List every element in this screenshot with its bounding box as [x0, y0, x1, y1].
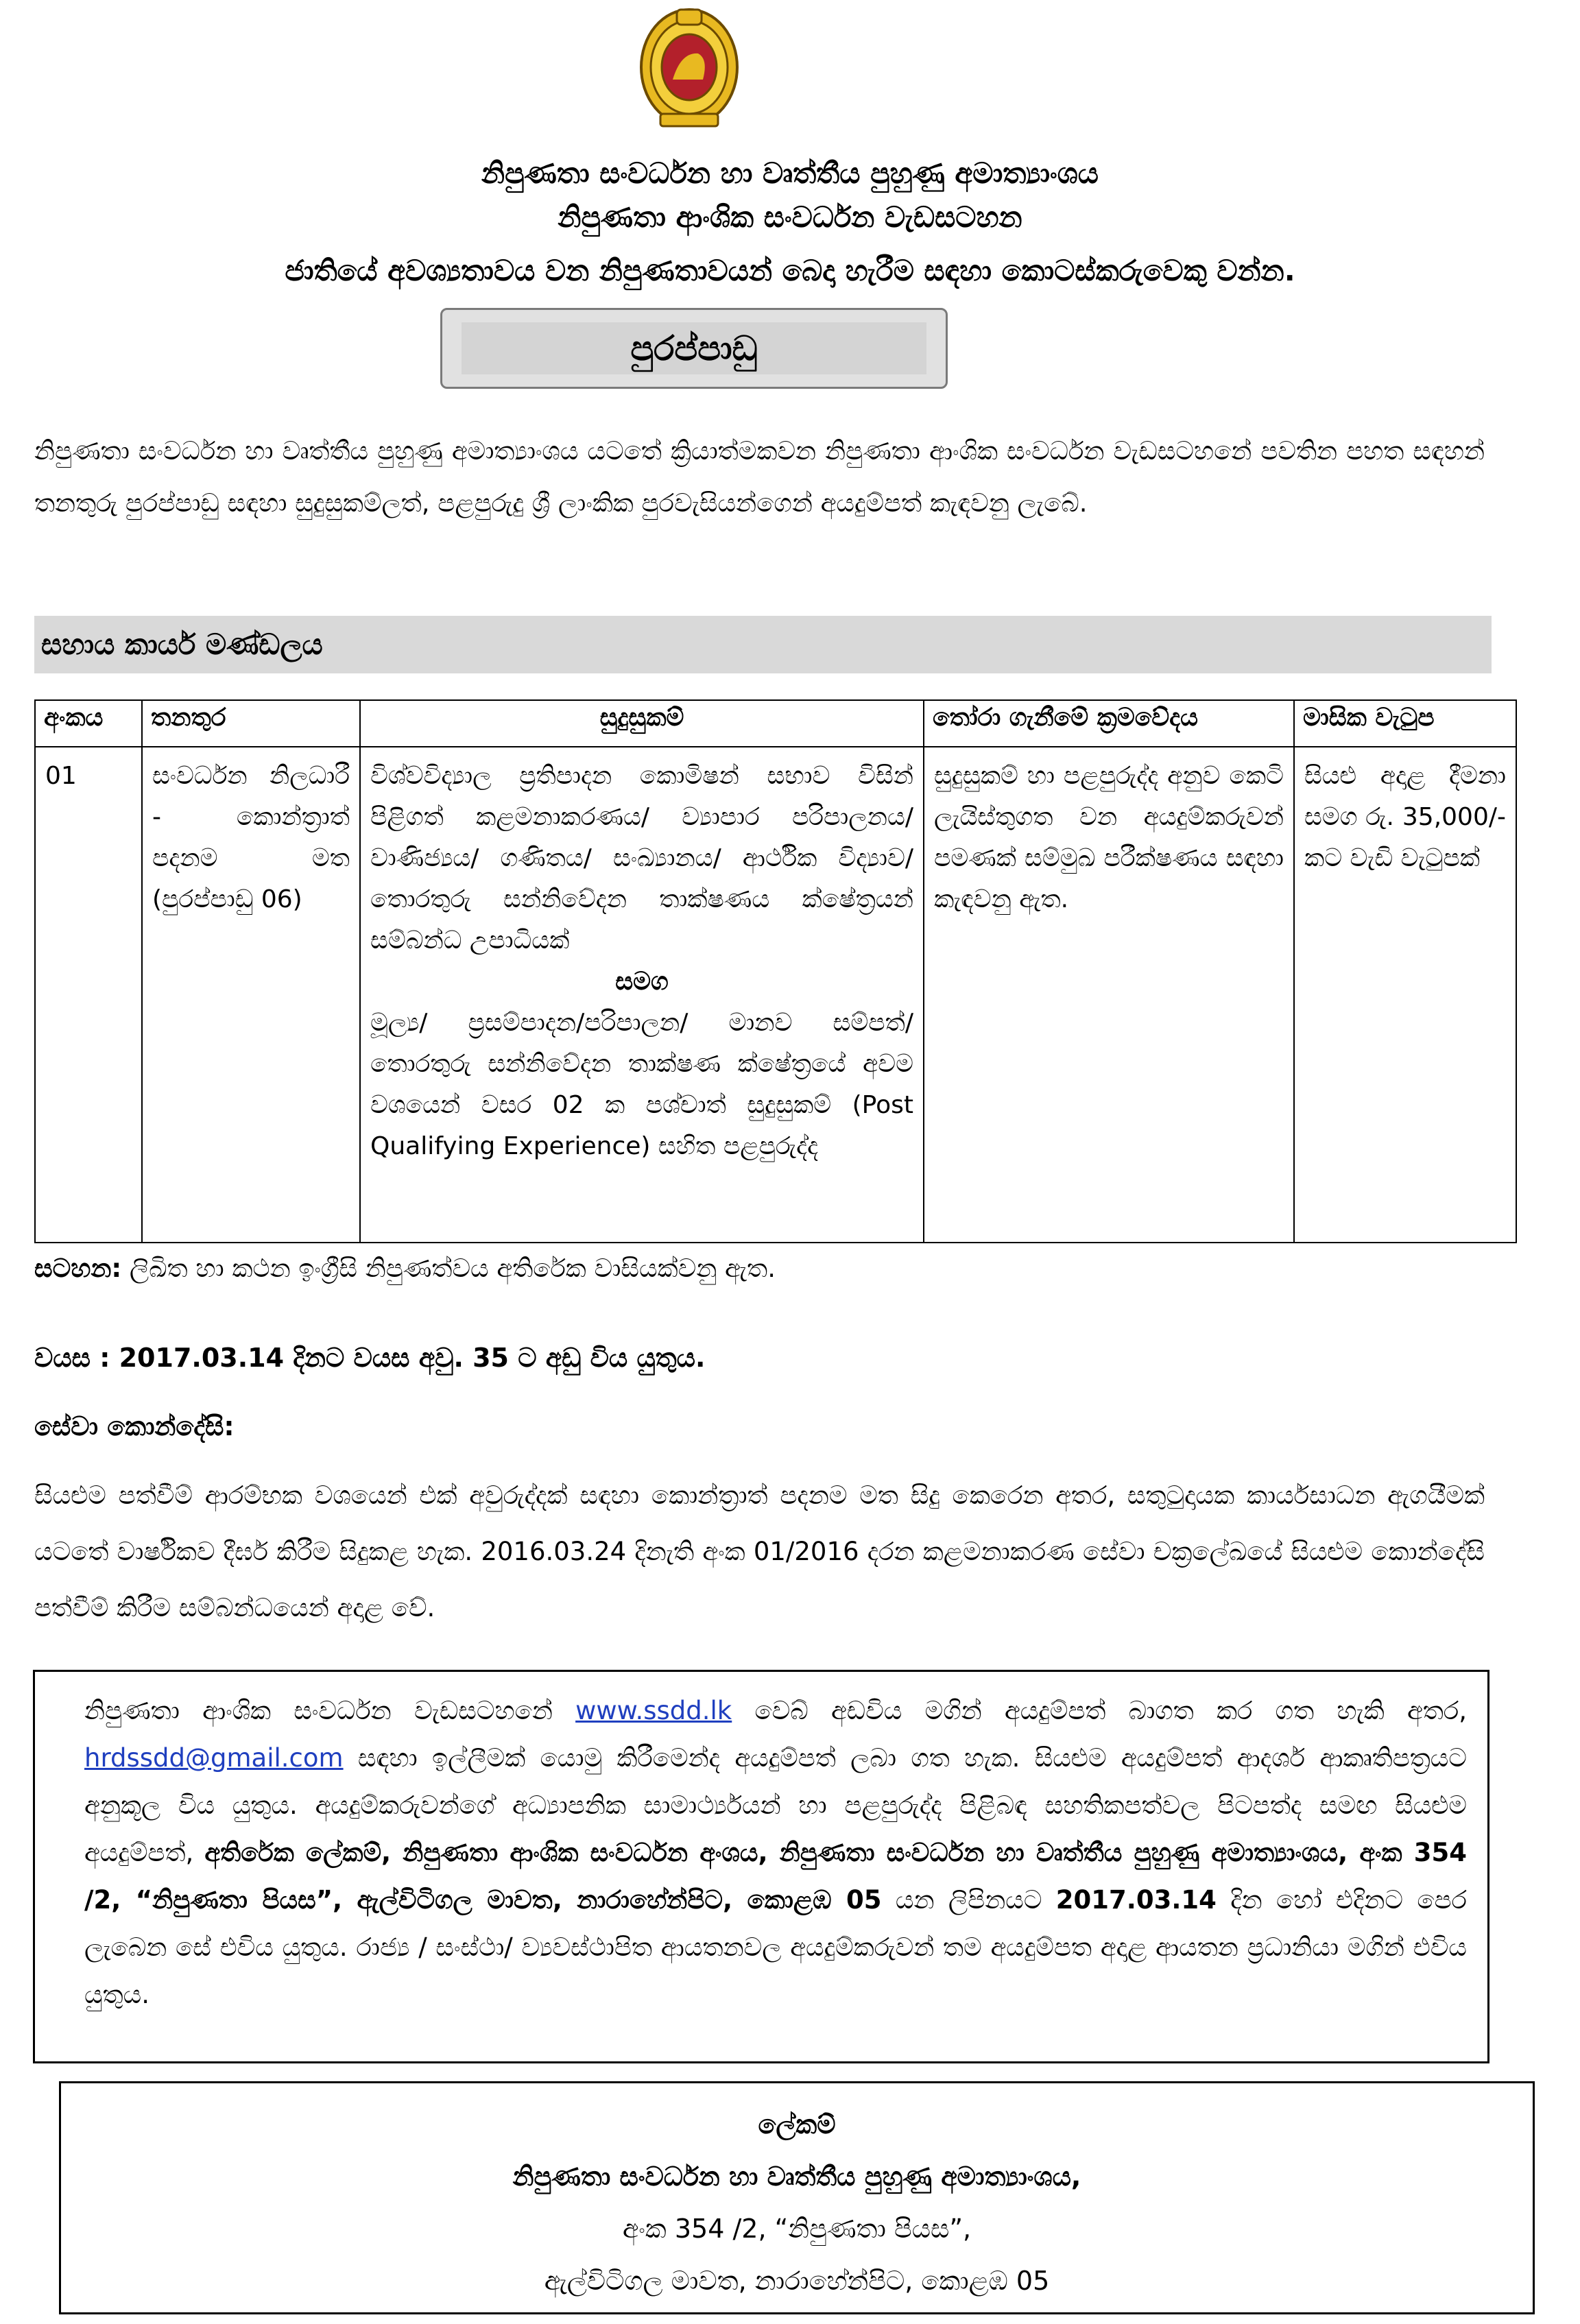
slogan: ජාතියේ අවශ්‍යතාවය වන නිපුණතාවයන් බෙදා හැරීම සඳහා කොටස්කරුවෙකු වන්න. [285, 254, 1295, 287]
apply-text-3: සඳහා ඉල්ලීමක් යොමු කිරීමෙන්ද අයදුම්පත් ලබා ගත හැක. සියළුම අයදුම්පත් ආදර්ශ ආකෘතිපත්‍රයට අනුකූල විය යුතුය. අයදුම්කරුවන්ගේ අධ්‍යාපනික සාමාර්ථ්‍යයන් හා පළපුරුද්ද පිළිබඳ සහතිකපත්වල පිටපත්ද සමඟ සියළුම අයදුම්පත්, [84, 1743, 1467, 1867]
qualification-and: සමග [615, 968, 669, 996]
note-label: සටහන: [34, 1254, 122, 1283]
apply-deadline: 2017.03.14 [1055, 1885, 1217, 1915]
table-header-row [35, 700, 1516, 747]
address-line-4: ඇල්විටිගල මාවත, නාරාහේන්පිට, කොළඹ 05 [544, 2266, 1050, 2296]
title-box [440, 308, 948, 389]
col-header-number: අංකය [35, 700, 142, 747]
apply-text-2: වෙබ් අඩවිය මගින් අයදුම්පත් බාගත කර ගත හැකි අතර, [732, 1696, 1467, 1725]
cell-number: 01 [35, 747, 142, 1243]
apply-text-5: දින හෝ එදිනට පෙර ලැබෙන සේ එවිය යුතුය. රාජ්‍ය / සංස්ථා/ ව්‍යවස්ථාපිත ආයතනවල අයදුම්කරුවන් තම අයදුම්පත අදාළ ආයතන ප්‍රධානියා මගින් එවිය යුතුය. [84, 1885, 1467, 2009]
application-instructions-box [33, 1670, 1489, 2063]
qualification-degree: විශ්වවිද්‍යාල ප්‍රතිපාදන කොමිෂන් සභාව විසින් පිළිගත් කළමනාකරණය/ ව්‍යාපාර පරිපාලනය/ වාණිජ්‍යය/ ගණිතය/ සංඛ්‍යානය/ ආර්ථික විද්‍යාව/ තොරතුරු සන්නිවේදන තාක්ෂණය ක්ෂේත්‍රයන් සම්බන්ධ උපාධියක් [370, 762, 913, 955]
col-header-selection: තෝරා ගැනීමේ ක්‍රමවේදය [924, 700, 1294, 747]
page-title: පුරප්පාඩු [462, 322, 926, 374]
cell-selection-method: සුදුසුකම් හා පළපුරුද්ද අනුව කෙටි ලැයිස්තුගත වන අයදුම්කරුවන් පමණක් සම්මුඛ පරීක්ෂණය සඳහා කැඳවනු ඇත. [924, 747, 1294, 1243]
table-row [35, 747, 1516, 1243]
address-line-2: නිපුණතා සංවර්ධන හා වෘත්තීය පුහුණු අමාත්‍යාංශය, [512, 2161, 1081, 2192]
age-requirement: වයස : 2017.03.14 දිනට වයස අවු. 35 ට අඩු විය යුතුය. [34, 1343, 706, 1373]
service-conditions-text: සියළුම පත්වීම් ආරම්භක වශයෙන් එක් අවුරුද්දක් සඳහා කොන්ත්‍රාත් පදනම මත සිදු කෙරෙන අතර, සතුටුදායක කාර්යසාධන ඇගයීමක් යටතේ වාර්ෂිකව දීර්ඝ කිරීම සිදුකළ හැක. 2016.03.24 දිනැති අංක 01/2016 දරන කළමනාකරණ සේවා චක්‍රලේඛයේ සියළුම කොන්දේසි පත්වීම් කිරීම සම්බන්ධයෙන් අදාළ වේ. [34, 1481, 1485, 1622]
address-line-1: ලේකම් [758, 2109, 836, 2140]
col-header-salary: මාසික වැටුප [1294, 700, 1516, 747]
vacancy-table [34, 699, 1517, 1243]
apply-text-1: නිපුණතා ආංශික සංවර්ධන වැඩසටහනේ [84, 1696, 576, 1725]
sri-lanka-emblem-icon [633, 4, 746, 134]
intro-paragraph: නිපුණතා සංවර්ධන හා වෘත්තීය පුහුණු අමාත්‍යාංශය යටතේ ක්‍රියාත්මකවන නිපුණතා ආංශික සංවර්ධන වැඩසටහනේ පවතින පහත සඳහන් තනතුරු පුරප්පාඩු සඳහා සුදුසුකම්ලත්, පළපුරුදු ශ්‍රී ලාංකික පුරවැසියන්ගෙන් අයදුම්පත් කැඳවනු ලැබේ. [34, 436, 1485, 518]
ministry-name: නිපුණතා සංවර්ධන හා වෘත්තීය පුහුණු අමාත්‍යාංශය [481, 156, 1099, 190]
apply-text-4: යන ලිපිනයට [881, 1885, 1056, 1915]
address-box [59, 2081, 1535, 2314]
apply-address: අතිරේක ලේකම්, නිපුණතා ආංශික සංවර්ධන අංශය, නිපුණතා සංවර්ධන හා වෘත්තීය පුහුණු අමාත්‍යාංශය, අංක 354 /2, “නිපුණතා පියස”, ඇල්විටිගල මාවත, නාරාහේන්පිට, කොළඹ 05 [84, 1838, 1467, 1915]
address-line-3: අංක 354 /2, “නිපුණතා පියස”, [622, 2214, 972, 2244]
qualification-experience: මූල්‍ය/ ප්‍රසම්පාදන/පරිපාලන/ මානව සම්පත්/ තොරතුරු සන්නිවේදන තාක්ෂණ ක්ෂේත්‍රයේ අවම වශයෙන් වසර 02 ක පශ්චාත් සුදුසුකම් (Post Qualifying Experience) සහිත පළපුරුද්ද [370, 1009, 913, 1160]
note-text: ලිඛිත හා කථන ඉංග්‍රීසි නිපුණත්වය අතිරේක වාසියක්වනු ඇත. [121, 1254, 776, 1283]
cell-qualifications [360, 747, 924, 1243]
email-link[interactable]: hrdssdd@gmail.com [84, 1743, 344, 1773]
note [34, 1254, 776, 1284]
service-conditions-heading: සේවා කොන්දේසි: [34, 1411, 235, 1441]
col-header-post: තනතුර [142, 700, 360, 747]
website-link[interactable]: www.ssdd.lk [575, 1696, 732, 1725]
cell-salary: සියළු අදාළ දීමනා සමග රු. 35,000/- කට වැඩි වැටුපක් [1294, 747, 1516, 1243]
col-header-qualifications: සුදුසුකම් [360, 700, 924, 747]
section-heading: සහාය කාර්ය මණ්ඩලය [34, 616, 1492, 673]
programme-name: නිපුණතා ආංශික සංවර්ධන වැඩසටහන [558, 200, 1022, 234]
cell-post: සංවර්ධන නිලධාරී - කොන්ත්‍රාත් පදනම මත (පුරප්පාඩු 06) [142, 747, 360, 1243]
